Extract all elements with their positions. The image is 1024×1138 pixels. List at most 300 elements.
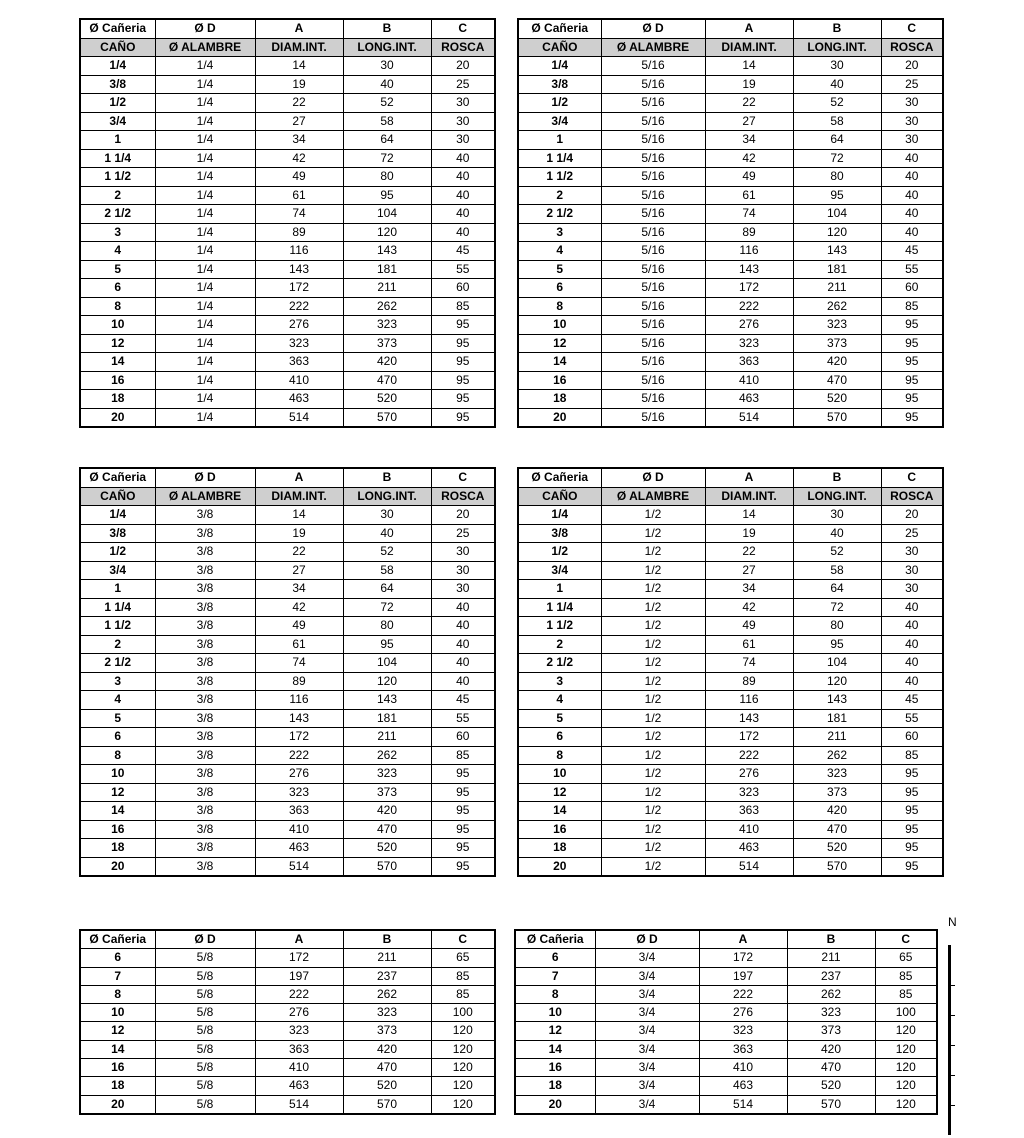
diam-int-cell: 74 [705, 205, 793, 224]
rosca-cell: 40 [881, 635, 943, 654]
table-row [80, 672, 495, 691]
long-int-cell: 211 [793, 279, 881, 298]
rosca-cell: 40 [431, 598, 495, 617]
column-header: Ø Cañeria [515, 930, 595, 949]
long-int-cell: 420 [787, 1040, 875, 1058]
wire-diameter-cell: 3/8 [155, 672, 255, 691]
pipe-size-cell: 10 [80, 1004, 155, 1022]
pipe-size-cell: 6 [518, 279, 601, 298]
table-row [80, 279, 495, 298]
table-row [80, 186, 495, 205]
wire-diameter-cell: 3/8 [155, 802, 255, 821]
long-int-cell: 420 [343, 353, 431, 372]
table-row [80, 334, 495, 353]
diam-int-cell: 323 [255, 783, 343, 802]
long-int-cell: 237 [787, 967, 875, 985]
rosca-cell: 95 [431, 820, 495, 839]
table-row [80, 506, 495, 525]
column-subheader: DIAM.INT. [705, 38, 793, 57]
table-row [80, 949, 495, 967]
diam-int-cell: 463 [705, 839, 793, 858]
wire-diameter-cell: 3/4 [595, 1077, 699, 1095]
long-int-cell: 181 [343, 260, 431, 279]
pipe-size-cell: 1/2 [518, 543, 601, 562]
rosca-cell: 40 [431, 205, 495, 224]
table-row [518, 820, 943, 839]
wire-diameter-cell: 1/2 [601, 506, 705, 525]
subheader-row [80, 38, 495, 57]
column-header: Ø D [601, 19, 705, 38]
rosca-cell: 30 [431, 131, 495, 150]
long-int-cell: 470 [787, 1059, 875, 1077]
diam-int-cell: 276 [255, 765, 343, 784]
wire-diameter-cell: 3/4 [595, 949, 699, 967]
rosca-cell: 95 [431, 783, 495, 802]
pipe-size-cell: 3/4 [80, 112, 155, 131]
pipe-size-cell: 12 [80, 783, 155, 802]
header-row [80, 468, 495, 487]
diam-int-cell: 116 [705, 691, 793, 710]
table-row [518, 168, 943, 187]
pipe-size-cell: 4 [80, 242, 155, 261]
header-row [80, 930, 495, 949]
long-int-cell: 64 [343, 131, 431, 150]
diam-int-cell: 514 [705, 857, 793, 876]
long-int-cell: 58 [343, 561, 431, 580]
table-row [80, 223, 495, 242]
table-row [80, 112, 495, 131]
table-row [518, 223, 943, 242]
diam-int-cell: 22 [705, 94, 793, 113]
pipe-size-cell: 1/2 [80, 94, 155, 113]
rosca-cell: 20 [881, 506, 943, 525]
table-row [518, 524, 943, 543]
long-int-cell: 30 [343, 506, 431, 525]
table-row [518, 580, 943, 599]
pipe-size-cell: 2 [518, 186, 601, 205]
wire-diameter-cell: 1/2 [601, 580, 705, 599]
table-row [80, 783, 495, 802]
pipe-size-cell: 3/4 [80, 561, 155, 580]
diam-int-cell: 222 [699, 985, 787, 1003]
wire-diameter-cell: 1/4 [155, 353, 255, 372]
pipe-size-cell: 14 [80, 802, 155, 821]
wire-diameter-cell: 3/4 [595, 1040, 699, 1058]
wire-diameter-cell: 3/4 [595, 985, 699, 1003]
long-int-cell: 143 [343, 242, 431, 261]
column-header: B [343, 468, 431, 487]
table-row [80, 635, 495, 654]
rosca-cell: 40 [431, 617, 495, 636]
pipe-size-cell: 1/2 [80, 543, 155, 562]
diam-int-cell: 363 [705, 802, 793, 821]
diam-int-cell: 323 [699, 1022, 787, 1040]
column-subheader: CAÑO [80, 38, 155, 57]
diam-int-cell: 276 [255, 1004, 343, 1022]
diam-int-cell: 19 [255, 75, 343, 94]
column-header: A [705, 19, 793, 38]
diam-int-cell: 116 [255, 691, 343, 710]
table-row [518, 131, 943, 150]
pipe-size-cell: 16 [80, 1059, 155, 1077]
column-subheader: LONG.INT. [343, 38, 431, 57]
long-int-cell: 52 [343, 94, 431, 113]
table-row [515, 949, 937, 967]
long-int-cell: 373 [343, 334, 431, 353]
long-int-cell: 420 [343, 802, 431, 821]
long-int-cell: 520 [793, 839, 881, 858]
column-subheader: Ø ALAMBRE [601, 487, 705, 506]
wire-diameter-cell: 3/4 [595, 967, 699, 985]
rosca-cell: 95 [881, 783, 943, 802]
pipe-size-cell: 14 [518, 353, 601, 372]
diam-int-cell: 172 [699, 949, 787, 967]
pipe-size-cell: 20 [515, 1095, 595, 1114]
wire-diameter-cell: 5/16 [601, 353, 705, 372]
long-int-cell: 143 [343, 691, 431, 710]
rosca-cell: 40 [431, 672, 495, 691]
wire-diameter-cell: 1/4 [155, 186, 255, 205]
pipe-size-cell: 1 [80, 580, 155, 599]
rosca-cell: 30 [881, 543, 943, 562]
column-header: B [343, 930, 431, 949]
rosca-cell: 40 [431, 186, 495, 205]
pipe-size-cell: 1 [80, 131, 155, 150]
wire-diameter-cell: 1/4 [155, 279, 255, 298]
cropped-text-fragment: N [948, 915, 957, 929]
wire-diameter-cell: 3/4 [595, 1004, 699, 1022]
wire-diameter-cell: 5/16 [601, 223, 705, 242]
wire-diameter-cell: 5/8 [155, 1059, 255, 1077]
pipe-size-cell: 8 [515, 985, 595, 1003]
rosca-cell: 40 [881, 186, 943, 205]
table-row [515, 1040, 937, 1058]
long-int-cell: 373 [793, 783, 881, 802]
table-row [80, 260, 495, 279]
rosca-cell: 60 [431, 728, 495, 747]
table-row [80, 1077, 495, 1095]
table-row [518, 672, 943, 691]
rosca-cell: 85 [881, 746, 943, 765]
diam-int-cell: 514 [255, 857, 343, 876]
rosca-cell: 25 [431, 524, 495, 543]
rosca-cell: 40 [431, 223, 495, 242]
pipe-size-cell: 5 [80, 260, 155, 279]
diam-int-cell: 74 [255, 205, 343, 224]
long-int-cell: 120 [343, 672, 431, 691]
pipe-size-cell: 6 [515, 949, 595, 967]
diam-int-cell: 89 [705, 672, 793, 691]
table-row [518, 506, 943, 525]
pipe-size-cell: 3/8 [518, 75, 601, 94]
wire-diameter-cell: 3/8 [155, 709, 255, 728]
long-int-cell: 373 [343, 783, 431, 802]
table-row [518, 149, 943, 168]
diam-int-cell: 323 [255, 334, 343, 353]
long-int-cell: 420 [793, 353, 881, 372]
diam-int-cell: 514 [705, 408, 793, 427]
wire-diameter-cell: 1/4 [155, 242, 255, 261]
pipe-size-cell: 1 1/4 [518, 149, 601, 168]
column-subheader: CAÑO [518, 38, 601, 57]
wire-diameter-cell: 1/4 [155, 260, 255, 279]
rosca-cell: 55 [431, 709, 495, 728]
long-int-cell: 143 [793, 242, 881, 261]
wire-diameter-cell: 5/8 [155, 1004, 255, 1022]
column-header: Ø Cañeria [80, 930, 155, 949]
pipe-size-cell: 14 [80, 353, 155, 372]
wire-diameter-cell: 5/16 [601, 205, 705, 224]
pipe-size-cell: 10 [518, 316, 601, 335]
pipe-size-cell: 7 [80, 967, 155, 985]
column-subheader: LONG.INT. [793, 38, 881, 57]
column-subheader: DIAM.INT. [255, 487, 343, 506]
diam-int-cell: 49 [255, 168, 343, 187]
long-int-cell: 58 [793, 561, 881, 580]
table-row [80, 709, 495, 728]
rosca-cell: 85 [875, 985, 937, 1003]
column-header: C [881, 19, 943, 38]
long-int-cell: 104 [343, 654, 431, 673]
table-row [518, 561, 943, 580]
table-row [518, 802, 943, 821]
rosca-cell: 95 [881, 802, 943, 821]
diam-int-cell: 22 [255, 94, 343, 113]
rosca-cell: 95 [881, 353, 943, 372]
diam-int-cell: 410 [255, 1059, 343, 1077]
long-int-cell: 95 [343, 186, 431, 205]
pipe-size-cell: 6 [518, 728, 601, 747]
pipe-size-cell: 20 [80, 1095, 155, 1114]
diam-int-cell: 116 [255, 242, 343, 261]
pipe-size-cell: 8 [80, 985, 155, 1003]
rosca-cell: 25 [881, 75, 943, 94]
long-int-cell: 211 [343, 279, 431, 298]
long-int-cell: 181 [793, 709, 881, 728]
wire-diameter-cell: 5/8 [155, 1022, 255, 1040]
table-row [80, 985, 495, 1003]
wire-diameter-cell: 5/16 [601, 186, 705, 205]
diam-int-cell: 410 [699, 1059, 787, 1077]
rosca-cell: 95 [431, 353, 495, 372]
pipe-size-cell: 10 [515, 1004, 595, 1022]
table-row [518, 839, 943, 858]
rosca-cell: 40 [881, 168, 943, 187]
diam-int-cell: 276 [705, 765, 793, 784]
table-row [80, 242, 495, 261]
diam-int-cell: 49 [255, 617, 343, 636]
column-header: B [793, 19, 881, 38]
wire-diameter-cell: 5/8 [155, 1077, 255, 1095]
column-header: Ø D [155, 19, 255, 38]
table-row [80, 598, 495, 617]
cropped-table-tick [951, 1015, 955, 1016]
pipe-size-cell: 3 [80, 223, 155, 242]
wire-diameter-cell: 3/8 [155, 598, 255, 617]
long-int-cell: 95 [793, 186, 881, 205]
pipe-size-cell: 2 1/2 [80, 654, 155, 673]
rosca-cell: 95 [881, 408, 943, 427]
wire-diameter-cell: 3/4 [595, 1095, 699, 1114]
pipe-size-cell: 2 [80, 186, 155, 205]
pipe-size-cell: 12 [518, 783, 601, 802]
subheader-row [80, 487, 495, 506]
wire-diameter-cell: 3/8 [155, 728, 255, 747]
pipe-size-cell: 20 [80, 408, 155, 427]
long-int-cell: 570 [343, 408, 431, 427]
rosca-cell: 120 [875, 1022, 937, 1040]
long-int-cell: 211 [343, 728, 431, 747]
long-int-cell: 40 [343, 524, 431, 543]
long-int-cell: 80 [793, 617, 881, 636]
long-int-cell: 80 [793, 168, 881, 187]
wire-diameter-cell: 1/4 [155, 131, 255, 150]
column-header: Ø D [601, 468, 705, 487]
spec-table-wire-5-16 [517, 18, 944, 428]
long-int-cell: 104 [343, 205, 431, 224]
column-subheader: Ø ALAMBRE [155, 487, 255, 506]
wire-diameter-cell: 3/8 [155, 783, 255, 802]
cropped-table-tick [951, 985, 955, 986]
pipe-size-cell: 1/4 [80, 57, 155, 76]
column-subheader: LONG.INT. [343, 487, 431, 506]
wire-diameter-cell: 5/16 [601, 334, 705, 353]
rosca-cell: 100 [875, 1004, 937, 1022]
diam-int-cell: 463 [255, 1077, 343, 1095]
wire-diameter-cell: 1/2 [601, 672, 705, 691]
wire-diameter-cell: 5/16 [601, 297, 705, 316]
diam-int-cell: 89 [705, 223, 793, 242]
diam-int-cell: 27 [255, 561, 343, 580]
long-int-cell: 373 [793, 334, 881, 353]
table-row [515, 1059, 937, 1077]
wire-diameter-cell: 1/4 [155, 205, 255, 224]
column-subheader: ROSCA [881, 38, 943, 57]
rosca-cell: 120 [431, 1077, 495, 1095]
pipe-size-cell: 6 [80, 949, 155, 967]
pipe-size-cell: 10 [518, 765, 601, 784]
table-row [518, 94, 943, 113]
rosca-cell: 95 [881, 839, 943, 858]
diam-int-cell: 276 [255, 316, 343, 335]
wire-diameter-cell: 1/4 [155, 334, 255, 353]
long-int-cell: 40 [793, 75, 881, 94]
pipe-size-cell: 3/8 [80, 524, 155, 543]
column-header: C [431, 468, 495, 487]
long-int-cell: 40 [343, 75, 431, 94]
table-row [518, 112, 943, 131]
diam-int-cell: 22 [705, 543, 793, 562]
column-header: C [875, 930, 937, 949]
long-int-cell: 323 [793, 316, 881, 335]
cropped-table-tick [951, 1075, 955, 1076]
pipe-size-cell: 18 [518, 839, 601, 858]
pipe-size-cell: 20 [80, 857, 155, 876]
pipe-size-cell: 14 [80, 1040, 155, 1058]
pipe-size-cell: 4 [518, 242, 601, 261]
wire-diameter-cell: 5/8 [155, 985, 255, 1003]
pipe-size-cell: 12 [80, 334, 155, 353]
wire-diameter-cell: 5/8 [155, 967, 255, 985]
diam-int-cell: 34 [255, 580, 343, 599]
diam-int-cell: 14 [705, 506, 793, 525]
table-row [518, 75, 943, 94]
table-row [80, 131, 495, 150]
table-row [80, 1059, 495, 1077]
table-row [80, 820, 495, 839]
table-row [518, 57, 943, 76]
table-row [80, 839, 495, 858]
rosca-cell: 65 [875, 949, 937, 967]
wire-diameter-cell: 3/8 [155, 617, 255, 636]
diam-int-cell: 34 [705, 580, 793, 599]
pipe-size-cell: 2 [80, 635, 155, 654]
spec-table-wire-1-2 [517, 467, 944, 877]
long-int-cell: 262 [343, 746, 431, 765]
column-subheader: DIAM.INT. [255, 38, 343, 57]
diam-int-cell: 27 [705, 112, 793, 131]
rosca-cell: 40 [431, 654, 495, 673]
pipe-size-cell: 8 [518, 297, 601, 316]
diam-int-cell: 27 [705, 561, 793, 580]
rosca-cell: 30 [881, 94, 943, 113]
table-row [80, 371, 495, 390]
diam-int-cell: 323 [255, 1022, 343, 1040]
diam-int-cell: 172 [705, 728, 793, 747]
table-row [80, 1040, 495, 1058]
column-header: A [255, 468, 343, 487]
rosca-cell: 40 [431, 635, 495, 654]
column-subheader: Ø ALAMBRE [601, 38, 705, 57]
pipe-size-cell: 4 [518, 691, 601, 710]
long-int-cell: 570 [787, 1095, 875, 1114]
diam-int-cell: 116 [705, 242, 793, 261]
table-row [518, 728, 943, 747]
pipe-size-cell: 18 [515, 1077, 595, 1095]
diam-int-cell: 34 [255, 131, 343, 150]
pipe-size-cell: 4 [80, 691, 155, 710]
pipe-size-cell: 3/4 [518, 112, 601, 131]
diam-int-cell: 323 [705, 783, 793, 802]
rosca-cell: 85 [431, 746, 495, 765]
column-header: Ø D [155, 468, 255, 487]
table-row [80, 691, 495, 710]
diam-int-cell: 363 [255, 802, 343, 821]
table-row [518, 543, 943, 562]
column-subheader: CAÑO [518, 487, 601, 506]
pipe-size-cell: 8 [80, 297, 155, 316]
wire-diameter-cell: 1/2 [601, 783, 705, 802]
table-row [80, 857, 495, 876]
column-header: B [793, 468, 881, 487]
pipe-size-cell: 5 [518, 260, 601, 279]
pipe-size-cell: 8 [518, 746, 601, 765]
spec-table-wire-3-8 [79, 467, 496, 877]
pipe-size-cell: 18 [80, 390, 155, 409]
spec-table-wire-3-4 [514, 929, 938, 1115]
rosca-cell: 40 [881, 205, 943, 224]
subheader-row [518, 38, 943, 57]
rosca-cell: 45 [881, 242, 943, 261]
long-int-cell: 470 [793, 371, 881, 390]
rosca-cell: 55 [881, 709, 943, 728]
long-int-cell: 262 [787, 985, 875, 1003]
wire-diameter-cell: 5/16 [601, 260, 705, 279]
table-row [80, 390, 495, 409]
wire-diameter-cell: 1/2 [601, 524, 705, 543]
pipe-size-cell: 12 [518, 334, 601, 353]
pipe-size-cell: 16 [518, 371, 601, 390]
